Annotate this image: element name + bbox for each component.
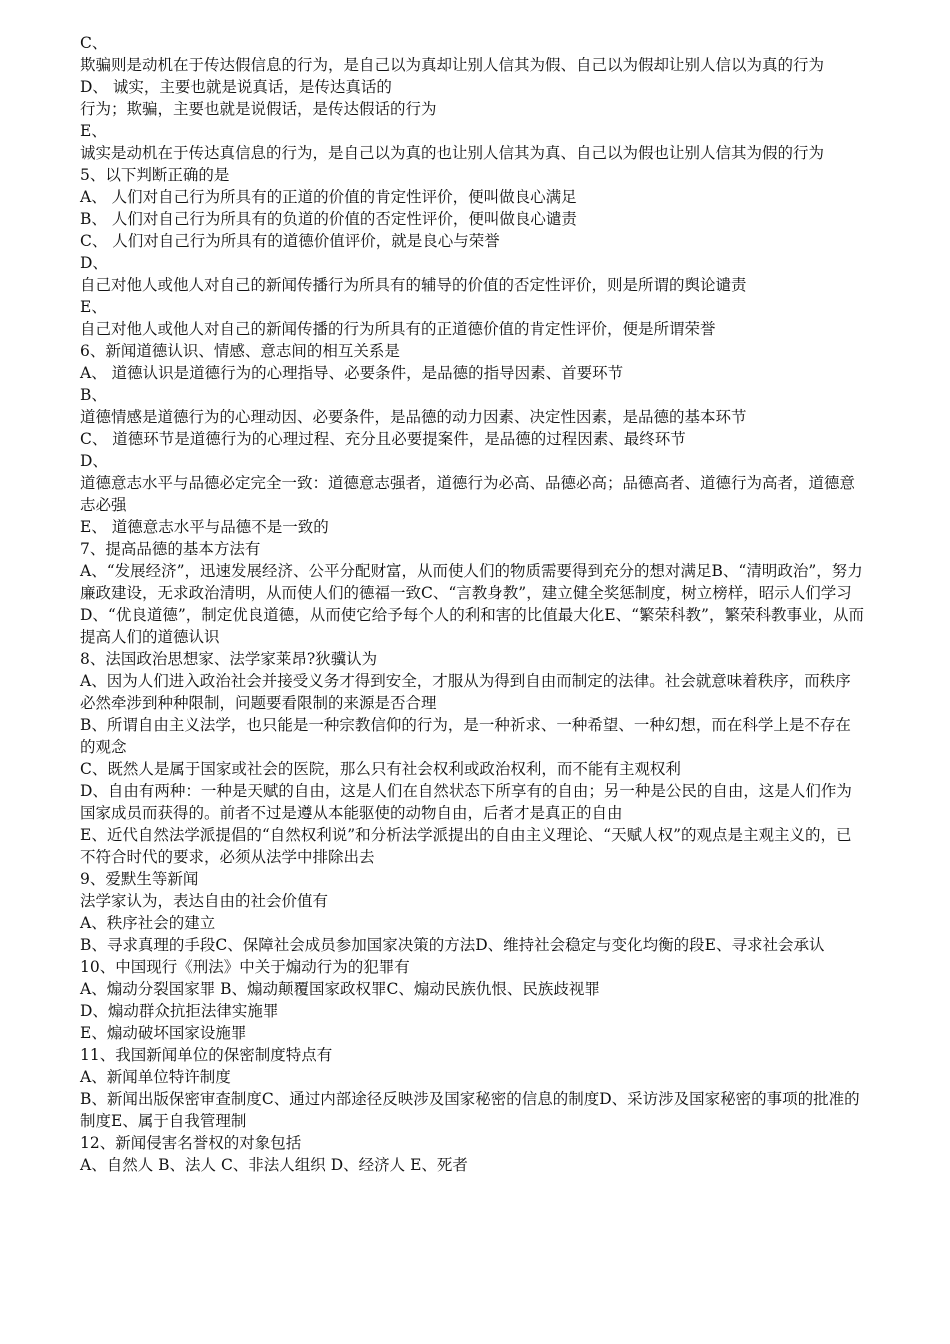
option-text: 欺骗则是动机在于传达假信息的行为，是自己以为真却让别人信其为假、自己以为假却让别人信以为真的行为 bbox=[80, 56, 825, 74]
option-line: E、 bbox=[80, 122, 107, 140]
option-text: B、寻求真理的手段C、保障社会成员参加国家决策的方法D、维持社会稳定与变化均衡的段E、寻求社会承认 bbox=[80, 936, 825, 954]
option-text: 行为；欺骗，主要也就是说假话，是传达假话的行为 bbox=[80, 100, 437, 118]
option-line: B、 bbox=[80, 386, 107, 404]
option-line: A、新闻单位特许制度 bbox=[80, 1068, 231, 1086]
question-12-title: 12、新闻侵害名誉权的对象包括 bbox=[80, 1134, 302, 1152]
option-line: D、 诚实，主要也就是说真话，是传达真话的 bbox=[80, 78, 392, 96]
question-9-title: 9、爱默生等新闻 bbox=[80, 870, 199, 888]
option-line: C、 道德环节是道德行为的心理过程、充分且必要提案件，是品德的过程因素、最终环节 bbox=[80, 430, 686, 448]
option-text: 自己对他人或他人对自己的新闻传播的行为所具有的正道德价值的肯定性评价，便是所谓荣誉 bbox=[80, 320, 716, 338]
option-line: D、 bbox=[80, 452, 108, 470]
option-line: B、 人们对自己行为所具有的负道的价值的否定性评价，便叫做良心谴责 bbox=[80, 210, 577, 228]
option-line: C、 bbox=[80, 34, 108, 52]
option-line: A、煽动分裂国家罪 B、煽动颠覆国家政权罪C、煽动民族仇恨、民族歧视罪 bbox=[80, 980, 600, 998]
question-11-title: 11、我国新闻单位的保密制度特点有 bbox=[80, 1046, 333, 1064]
option-text: C、既然人是属于国家或社会的医院，那么只有社会权利或政治权利，而不能有主观权利 bbox=[80, 760, 681, 778]
option-text: 道德意志水平与品德必定完全一致：道德意志强者，道德行为必高、品德必高；品德高者、道德行为高者，道德意志必强 bbox=[80, 474, 856, 514]
option-text: A、因为人们进入政治社会并接受义务才得到安全，才服从为得到自由而制定的法律。社会就意味着秩序，而秩序必然牵涉到种种限制，问题要看限制的来源是否合理 bbox=[80, 672, 851, 712]
question-8-title: 8、法国政治思想家、法学家莱昂?狄骥认为 bbox=[80, 650, 378, 668]
question-7-title: 7、提高品德的基本方法有 bbox=[80, 540, 261, 558]
option-text: 道德情感是道德行为的心理动因、必要条件，是品德的动力因素、决定性因素，是品德的基本环节 bbox=[80, 408, 747, 426]
document-page bbox=[80, 32, 865, 1176]
question-5-title: 5、以下判断正确的是 bbox=[80, 166, 230, 184]
option-text: 诚实是动机在于传达真信息的行为，是自己以为真的也让别人信其为真、自己以为假也让别人信其为假的行为 bbox=[80, 144, 825, 162]
question-6-title: 6、新闻道德认识、情感、意志间的相互关系是 bbox=[80, 342, 400, 360]
option-line: D、 bbox=[80, 254, 108, 272]
option-text: B、所谓自由主义法学，也只能是一种宗教信仰的行为，是一种祈求、一种希望、一种幻想，而在科学上是不存在的观念 bbox=[80, 716, 851, 756]
option-text: A、“发展经济”，迅速发展经济、公平分配财富，从而使人们的物质需要得到充分的想对满足B、“清明政治”，努力廉政建设，无求政治清明，从而使人们的德福一致C、“言教身教”，建立健全奖惩制度，树立榜样，昭示人们学习D、“优良道德”，制定优良道德，从而使它给予每个人的利和害的比值最大化E、“繁荣科教”，繁荣科教事业，从而提高人们的道德认识 bbox=[80, 562, 864, 646]
option-text: E、近代自然法学派提倡的“自然权利说”和分析法学派提出的自由主义理论、“天赋人权”的观点是主观主义的，已不符合时代的要求，必须从法学中排除出去 bbox=[80, 826, 852, 866]
option-line: E、煽动破坏国家设施罪 bbox=[80, 1024, 247, 1042]
option-text: 自己对他人或他人对自己的新闻传播行为所具有的辅导的价值的否定性评价，则是所谓的舆论谴责 bbox=[80, 276, 747, 294]
option-line: A、自然人 B、法人 C、非法人组织 D、经济人 E、死者 bbox=[80, 1156, 468, 1174]
option-line: D、煽动群众抗拒法律实施罪 bbox=[80, 1002, 279, 1020]
question-10-title: 10、中国现行《刑法》中关于煽动行为的犯罪有 bbox=[80, 958, 410, 976]
option-text: B、新闻出版保密审查制度C、通过内部途径反映涉及国家秘密的信息的制度D、采访涉及国家秘密的事项的批准的制度E、属于自我管理制 bbox=[80, 1090, 860, 1130]
option-line: A、 人们对自己行为所具有的正道的价值的肯定性评价，便叫做良心满足 bbox=[80, 188, 577, 206]
option-line: C、 人们对自己行为所具有的道德价值评价，就是良心与荣誉 bbox=[80, 232, 500, 250]
option-line: E、 bbox=[80, 298, 107, 316]
option-line: A、秩序社会的建立 bbox=[80, 914, 216, 932]
option-line: A、 道德认识是道德行为的心理指导、必要条件，是品德的指导因素、首要环节 bbox=[80, 364, 624, 382]
option-line: E、 道德意志水平与品德不是一致的 bbox=[80, 518, 329, 536]
question-9-title-cont: 法学家认为，表达自由的社会价值有 bbox=[80, 892, 329, 910]
option-text: D、自由有两种：一种是天赋的自由，这是人们在自然状态下所享有的自由；另一种是公民的自由，这是人们作为国家成员而获得的。前者不过是遵从本能驱使的动物自由，后者才是真正的自由 bbox=[80, 782, 852, 822]
